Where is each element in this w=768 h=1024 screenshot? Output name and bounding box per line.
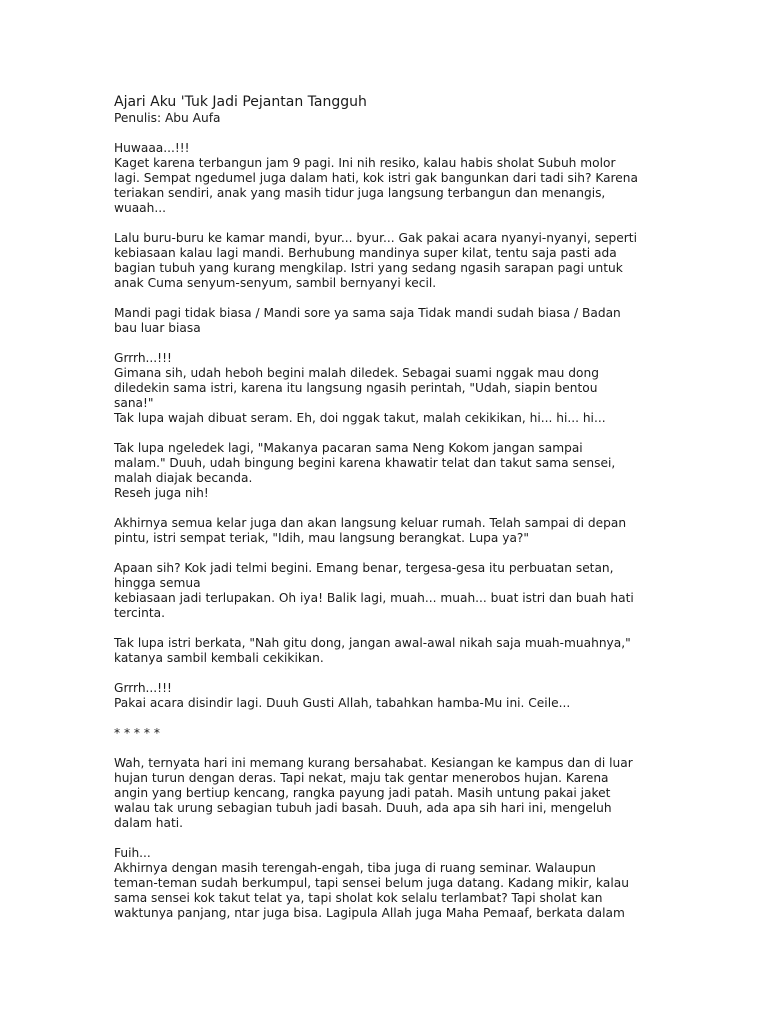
text-line: kebiasaan kalau lagi mandi. Berhubung mandinya super kilat, tentu saja pasti ada [114, 246, 617, 260]
text-line: pintu, istri sempat teriak, "Idih, mau langsung berangkat. Lupa ya?" [114, 531, 530, 545]
text-line: teman-teman sudah berkumpul, tapi sensei belum juga datang. Kadang mikir, kalau [114, 876, 629, 890]
paragraph [114, 306, 662, 336]
text-line: walau tak urung sebagian tubuh jadi basah. Duuh, ada apa sih hari ini, mengeluh [114, 801, 612, 815]
text-line: katanya sambil kembali cekikikan. [114, 651, 324, 665]
text-line: Apaan sih? Kok jadi telmi begini. Emang benar, tergesa-gesa itu perbuatan setan, [114, 561, 614, 575]
text-line: bagian tubuh yang kurang mengkilap. Istri yang sedang ngasih sarapan pagi untuk [114, 261, 623, 275]
text-line: Lalu buru-buru ke kamar mandi, byur... byur... Gak pakai acara nyanyi-nyanyi, seperti [114, 231, 637, 245]
document-title: Ajari Aku 'Tuk Jadi Pejantan Tangguh [114, 94, 367, 110]
document-page [114, 93, 662, 936]
text-line: malah diajak becanda. [114, 471, 253, 485]
text-line: malam." Duuh, udah bingung begini karena khawatir telat dan takut sama sensei, [114, 456, 616, 470]
text-line: hingga semua [114, 576, 201, 590]
text-line: Gimana sih, udah heboh begini malah diledek. Sebagai suami nggak mau dong [114, 366, 599, 380]
document-author: Penulis: Abu Aufa [114, 111, 221, 125]
text-line: teriakan sendiri, anak yang masih tidur juga langsung terbangun dan menangis, [114, 186, 606, 200]
text-line: Pakai acara disindir lagi. Duuh Gusti Allah, tabahkan hamba-Mu ini. Ceile... [114, 696, 571, 710]
text-line: kebiasaan jadi terlupakan. Oh iya! Balik lagi, muah... muah... buat istri dan buah hati [114, 591, 634, 605]
paragraph [114, 351, 662, 426]
text-line: Tak lupa ngeledek lagi, "Makanya pacaran sama Neng Kokom jangan sampai [114, 441, 583, 455]
paragraph [114, 231, 662, 291]
text-line: anak Cuma senyum-senyum, sambil bernyanyi kecil. [114, 276, 437, 290]
text-line: Kaget karena terbangun jam 9 pagi. Ini nih resiko, kalau habis sholat Subuh molor [114, 156, 616, 170]
text-line: Huwaaa...!!! [114, 141, 190, 155]
text-line: bau luar biasa [114, 321, 201, 335]
text-line: dalam hati. [114, 816, 184, 830]
text-line: Mandi pagi tidak biasa / Mandi sore ya sama saja Tidak mandi sudah biasa / Badan [114, 306, 621, 320]
document-body [114, 141, 662, 921]
text-line: * * * * * [114, 726, 160, 740]
paragraph [114, 516, 662, 546]
text-line: Tak lupa wajah dibuat seram. Eh, doi nggak takut, malah cekikikan, hi... hi... hi... [114, 411, 606, 425]
text-line: tercinta. [114, 606, 165, 620]
text-line: Akhirnya dengan masih terengah-engah, tiba juga di ruang seminar. Walaupun [114, 861, 596, 875]
paragraph [114, 561, 662, 621]
text-line: Grrrh...!!! [114, 351, 172, 365]
text-line: waktunya panjang, ntar juga bisa. Lagipula Allah juga Maha Pemaaf, berkata dalam [114, 906, 625, 920]
text-line: Reseh juga nih! [114, 486, 209, 500]
text-line: Wah, ternyata hari ini memang kurang bersahabat. Kesiangan ke kampus dan di luar [114, 756, 633, 770]
text-line: Akhirnya semua kelar juga dan akan langsung keluar rumah. Telah sampai di depan [114, 516, 627, 530]
paragraph [114, 636, 662, 666]
text-line: angin yang bertiup kencang, rangka payung jadi patah. Masih untung pakai jaket [114, 786, 611, 800]
text-line: wuaah... [114, 201, 166, 215]
paragraph [114, 141, 662, 216]
paragraph [114, 846, 662, 921]
paragraph [114, 726, 662, 741]
text-line: sama sensei kok takut telat ya, tapi sholat kok selalu terlambat? Tapi sholat kan [114, 891, 603, 905]
text-line: lagi. Sempat ngedumel juga dalam hati, kok istri gak bangunkan dari tadi sih? Karena [114, 171, 638, 185]
text-line: sana!" [114, 396, 154, 410]
paragraph [114, 681, 662, 711]
text-line: diledekin sama istri, karena itu langsung ngasih perintah, "Udah, siapin bentou [114, 381, 598, 395]
paragraph [114, 756, 662, 831]
text-line: Fuih... [114, 846, 151, 860]
text-line: Tak lupa istri berkata, "Nah gitu dong, jangan awal-awal nikah saja muah-muahnya," [114, 636, 631, 650]
text-line: Grrrh...!!! [114, 681, 172, 695]
paragraph [114, 441, 662, 501]
text-line: hujan turun dengan deras. Tapi nekat, maju tak gentar menerobos hujan. Karena [114, 771, 609, 785]
